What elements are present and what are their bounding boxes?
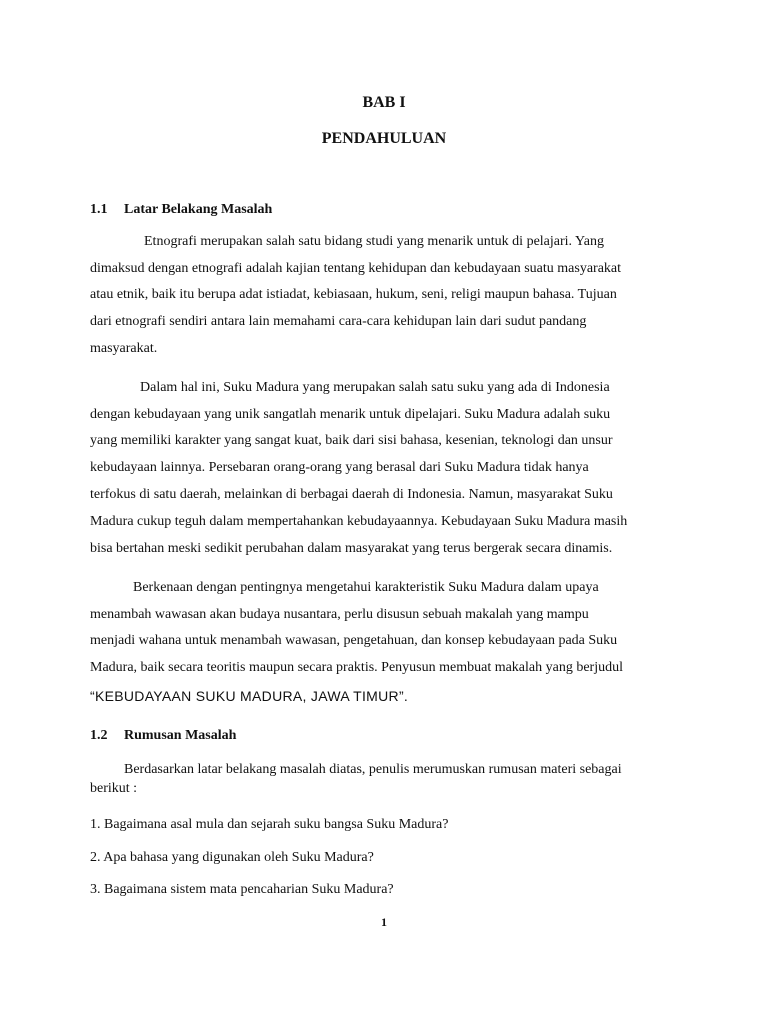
paragraph-1-line-5: masyarakat. xyxy=(90,341,158,356)
page-number: 1 xyxy=(381,915,387,929)
paper-title-quote: “KEBUDAYAAN SUKU MADURA, JAWA TIMUR”. xyxy=(90,688,409,704)
paragraph-2-line-3: yang memiliki karakter yang sangat kuat, baik dari sisi bahasa, kesenian, teknologi dan unsur xyxy=(90,433,613,448)
question-1: 1. Bagaimana asal mula dan sejarah suku bangsa Suku Madura? xyxy=(90,817,449,832)
section-heading-1-1 xyxy=(90,202,272,218)
paragraph-1-line-1: Etnografi merupakan salah satu bidang studi yang menarik untuk di pelajari. Yang xyxy=(144,234,604,249)
paragraph-2-line-7: bisa bertahan meski sedikit perubahan dalam masyarakat yang terus bergerak secara dinamis. xyxy=(90,541,613,556)
chapter-number: BAB I xyxy=(362,94,406,111)
intro-line-1: Berdasarkan latar belakang masalah diatas, penulis merumuskan rumusan materi sebagai xyxy=(124,762,622,777)
section-number: 1.1 xyxy=(90,202,108,217)
section-title: Rumusan Masalah xyxy=(124,728,237,743)
question-2: 2. Apa bahasa yang digunakan oleh Suku Madura? xyxy=(90,850,374,865)
section-number: 1.2 xyxy=(90,728,108,743)
paragraph-1-line-2: dimaksud dengan etnografi adalah kajian tentang kehidupan dan kebudayaan suatu masyarakat xyxy=(90,261,622,276)
paragraph-3-line-4: Madura, baik secara teoritis maupun secara praktis. Penyusun membuat makalah yang berjudul xyxy=(90,660,623,675)
paragraph-1-line-4: dari etnografi sendiri antara lain memahami cara-cara kehidupan lain dari sudut pandang xyxy=(90,314,587,329)
paragraph-2-line-6: Madura cukup teguh dalam mempertahankan kebudayaannya. Kebudayaan Suku Madura masih xyxy=(90,514,628,529)
paragraph-3-line-1: Berkenaan dengan pentingnya mengetahui karakteristik Suku Madura dalam upaya xyxy=(133,580,599,595)
paragraph-1-line-3: atau etnik, baik itu berupa adat istiadat, kebiasaan, hukum, seni, religi maupun bahasa. Tujuan xyxy=(90,287,617,302)
paragraph-3-line-2: menambah wawasan akan budaya nusantara, perlu disusun sebuah makalah yang mampu xyxy=(90,607,589,622)
paragraph-3-line-3: menjadi wahana untuk menambah wawasan, pengetahuan, dan konsep kebudayaan pada Suku xyxy=(90,633,618,648)
intro-line-2: berikut : xyxy=(90,781,138,796)
section-heading-1-2 xyxy=(90,728,236,744)
paragraph-2-line-1: Dalam hal ini, Suku Madura yang merupakan salah satu suku yang ada di Indonesia xyxy=(140,380,610,395)
paragraph-2-line-4: kebudayaan lainnya. Persebaran orang-orang yang berasal dari Suku Madura tidak hanya xyxy=(90,460,589,475)
section-title: Latar Belakang Masalah xyxy=(124,202,273,217)
paragraph-2-line-2: dengan kebudayaan yang unik sangatlah menarik untuk dipelajari. Suku Madura adalah suku xyxy=(90,407,611,422)
chapter-title: PENDAHULUAN xyxy=(321,130,447,147)
question-3: 3. Bagaimana sistem mata pencaharian Suku Madura? xyxy=(90,882,394,897)
paragraph-2-line-5: terfokus di satu daerah, melainkan di berbagai daerah di Indonesia. Namun, masyarakat Suku xyxy=(90,487,613,502)
